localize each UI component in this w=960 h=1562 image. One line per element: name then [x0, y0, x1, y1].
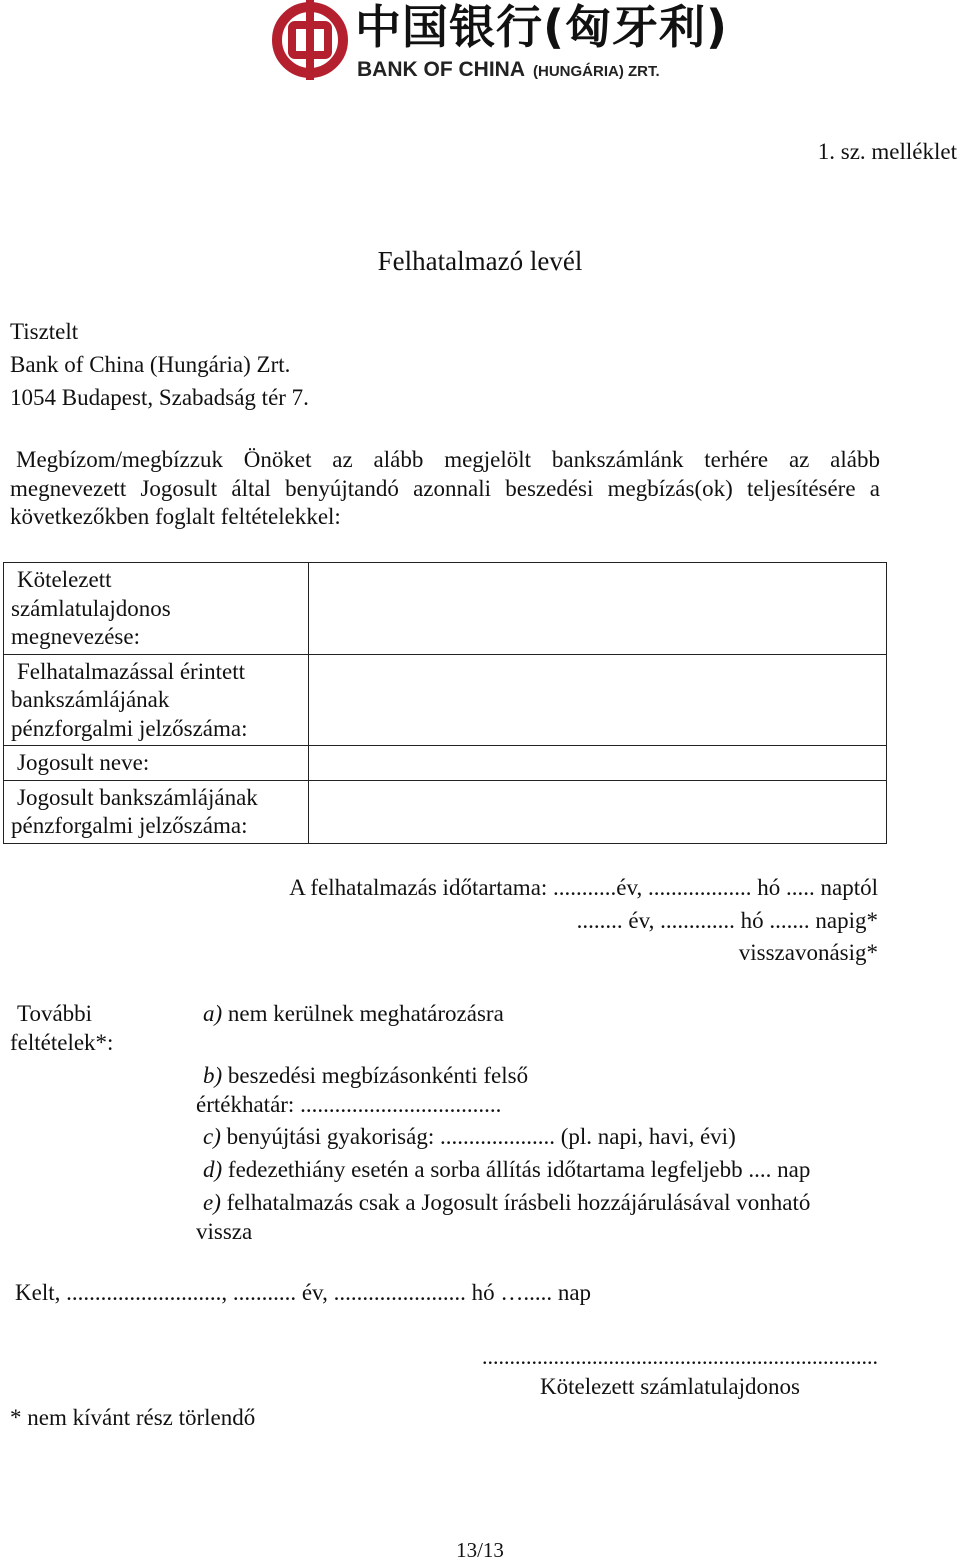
- duration-line-2: ........ év, ............. hó ....... napig*: [576, 907, 878, 933]
- label-line: megnevezése:: [11, 624, 140, 649]
- table-row: [4, 654, 887, 746]
- authorization-form-table: [3, 562, 887, 844]
- label-line: Jogosult neve:: [17, 750, 150, 775]
- table-row: [4, 746, 887, 781]
- table-row: [4, 563, 887, 655]
- condition-d: [196, 1156, 876, 1185]
- logo-chinese-text: 中国银行(匈牙利): [355, 0, 729, 54]
- label-line: Jogosult bankszámlájának: [17, 784, 258, 810]
- logo-english-text: [357, 58, 660, 84]
- further-label-line-2: feltételek*:: [10, 1029, 114, 1055]
- authorized-account-label: [4, 654, 309, 746]
- beneficiary-account-field[interactable]: [308, 780, 886, 843]
- table-row: [4, 780, 887, 843]
- footnote: * nem kívánt rész törlendő: [10, 1405, 256, 1430]
- condition-e: [196, 1189, 876, 1246]
- addressee-block: [10, 315, 309, 414]
- addressee-line-1: Tisztelt: [10, 319, 79, 344]
- label-line: Kötelezett: [17, 567, 112, 592]
- condition-text: beszedési megbízásonkénti felső: [227, 1063, 529, 1088]
- intro-paragraph: Megbízom/megbízzuk Önöket az alább megjelölt bankszámlánk terhére az alább megnevezett Jogosult által benyújtandó azonnali beszedési megbízás(ok) teljesítésére a következőkben foglalt feltételekkel:: [10, 447, 880, 529]
- obligor-name-field[interactable]: [308, 563, 886, 655]
- further-label-line-1: További: [17, 1001, 93, 1026]
- condition-a: [196, 1000, 876, 1029]
- logo-english-name: BANK OF CHINA: [357, 58, 525, 81]
- addressee-line-3: 1054 Budapest, Szabadság tér 7.: [10, 385, 309, 410]
- signature-line: ........................................................................: [482, 1344, 878, 1369]
- further-conditions-label: [10, 1000, 113, 1057]
- condition-text-cont: értékhatár: ...................................: [196, 1091, 502, 1117]
- place-date-line: Kelt, ..........................., ........... év, ....................... hó …..... nap: [15, 1280, 592, 1305]
- obligor-name-label: [4, 563, 309, 655]
- label-line: számlatulajdonos: [11, 595, 171, 621]
- duration-block: [289, 872, 878, 970]
- beneficiary-name-label: [4, 746, 309, 781]
- condition-letter: b): [203, 1063, 223, 1088]
- label-line: pénzforgalmi jelzőszáma:: [11, 813, 248, 838]
- duration-line-1: A felhatalmazás időtartama: ...........év, .................. hó ..... naptól: [289, 875, 878, 900]
- condition-letter: e): [203, 1190, 221, 1215]
- logo-english-sub: (HUNGÁRIA) ZRT.: [533, 63, 660, 80]
- bank-of-china-emblem-icon: [277, 0, 343, 80]
- addressee-line-2: Bank of China (Hungária) Zrt.: [10, 352, 291, 377]
- beneficiary-account-label: [4, 780, 309, 843]
- condition-letter: a): [203, 1001, 223, 1026]
- condition-text: felhatalmazás csak a Jogosult írásbeli hozzájárulásával vonható: [226, 1190, 811, 1215]
- signature-label: Kötelezett számlatulajdonos: [540, 1374, 800, 1399]
- condition-c: [196, 1123, 876, 1152]
- condition-text: fedezethiány esetén a sorba állítás időtartama legfeljebb .... nap: [227, 1157, 811, 1182]
- condition-text: nem kerülnek meghatározásra: [227, 1001, 504, 1026]
- annex-label: 1. sz. melléklet: [817, 139, 957, 164]
- page-number: 13/13: [456, 1538, 504, 1562]
- label-line: Felhatalmazással érintett: [17, 658, 245, 684]
- condition-letter: d): [203, 1157, 223, 1182]
- condition-b: [196, 1062, 876, 1119]
- duration-line-3: visszavonásig*: [738, 940, 878, 965]
- condition-letter: c): [203, 1124, 221, 1149]
- condition-text-cont: vissza: [196, 1218, 253, 1244]
- beneficiary-name-field[interactable]: [308, 746, 886, 781]
- condition-text: benyújtási gyakoriság: .................... (pl. napi, havi, évi): [226, 1124, 736, 1149]
- label-line: pénzforgalmi jelzőszáma:: [11, 715, 248, 741]
- label-line: bankszámlájának: [11, 687, 170, 712]
- document-title: Felhatalmazó levél: [377, 246, 583, 276]
- authorized-account-field[interactable]: [308, 654, 886, 746]
